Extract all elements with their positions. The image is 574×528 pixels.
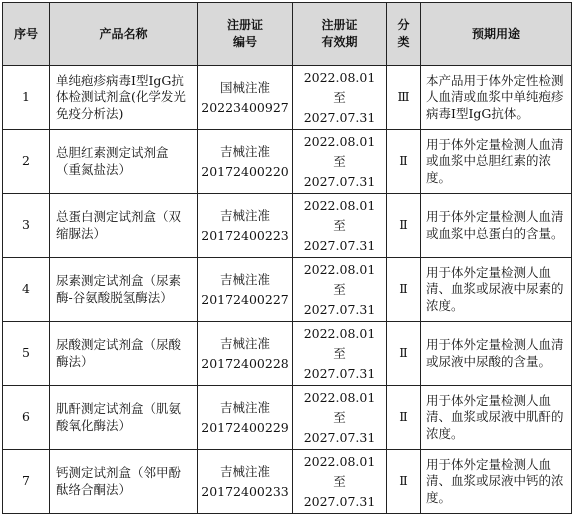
cell-product-name: 单纯疱疹病毒Ⅰ型IgG抗体检测试剂盒(化学发光免疫分析法) bbox=[50, 66, 198, 130]
cell-product-name: 尿素测定试剂盒（尿素酶-谷氨酸脱氢酶法） bbox=[50, 258, 198, 322]
valid-start: 2022.08.01 bbox=[303, 325, 376, 341]
table-row bbox=[3, 386, 572, 450]
registration-table bbox=[2, 2, 572, 514]
cell-class: Ⅲ bbox=[387, 66, 421, 130]
table-row bbox=[3, 322, 572, 386]
valid-end: 2027.07.31 bbox=[303, 173, 376, 189]
reg-code: 20172400223 bbox=[201, 227, 289, 243]
cell-product-name: 总蛋白测定试剂盒（双缩脲法） bbox=[50, 194, 198, 258]
cell-validity bbox=[293, 194, 387, 258]
header-cls-line2: 类 bbox=[397, 35, 410, 49]
valid-end: 2027.07.31 bbox=[303, 237, 376, 253]
cell-validity bbox=[293, 130, 387, 194]
header-cls bbox=[387, 3, 421, 66]
cell-validity bbox=[293, 258, 387, 322]
reg-code: 20223400927 bbox=[201, 99, 289, 115]
cell-no: 3 bbox=[3, 194, 50, 258]
reg-prefix: 吉械注准 bbox=[219, 399, 270, 415]
cell-intended-use: 用于体外定量检测人血清、血浆或尿液中钙的浓度。 bbox=[421, 450, 572, 514]
cell-reg-number bbox=[198, 386, 293, 450]
table-row bbox=[3, 130, 572, 194]
valid-to: 至 bbox=[333, 409, 346, 425]
reg-prefix: 吉械注准 bbox=[219, 143, 270, 159]
reg-code: 20172400228 bbox=[201, 355, 289, 371]
cell-class: Ⅱ bbox=[387, 194, 421, 258]
header-reg bbox=[198, 3, 293, 66]
cell-intended-use: 用于体外定量检测人血清、血浆或尿液中肌酐的浓度。 bbox=[421, 386, 572, 450]
reg-prefix: 吉械注准 bbox=[219, 207, 270, 223]
registration-table-container bbox=[2, 2, 572, 514]
cell-reg-number bbox=[198, 194, 293, 258]
header-valid bbox=[293, 3, 387, 66]
valid-to: 至 bbox=[333, 217, 346, 233]
cell-intended-use: 本产品用于体外定性检测人血清或血浆中单纯疱疹病毒Ⅰ型IgG抗体。 bbox=[421, 66, 572, 130]
table-row bbox=[3, 66, 572, 130]
valid-start: 2022.08.01 bbox=[303, 453, 376, 469]
valid-to: 至 bbox=[333, 89, 346, 105]
valid-to: 至 bbox=[333, 473, 346, 489]
cell-no: 6 bbox=[3, 386, 50, 450]
reg-prefix: 吉械注准 bbox=[219, 335, 270, 351]
cell-intended-use: 用于体外定量检测人血清或尿液中尿酸的含量。 bbox=[421, 322, 572, 386]
reg-prefix: 吉械注准 bbox=[219, 463, 270, 479]
cell-validity bbox=[293, 386, 387, 450]
valid-end: 2027.07.31 bbox=[303, 493, 376, 509]
reg-code: 20172400220 bbox=[201, 163, 289, 179]
table-row bbox=[3, 258, 572, 322]
cell-reg-number bbox=[198, 66, 293, 130]
valid-start: 2022.08.01 bbox=[303, 197, 376, 213]
cell-product-name: 钙测定试剂盒（邻甲酚酞络合酮法） bbox=[50, 450, 198, 514]
cell-no: 1 bbox=[3, 66, 50, 130]
valid-to: 至 bbox=[333, 345, 346, 361]
cell-product-name: 尿酸测定试剂盒（尿酸酶法） bbox=[50, 322, 198, 386]
cell-product-name: 总胆红素测定试剂盒（重氮盐法） bbox=[50, 130, 198, 194]
header-no: 序号 bbox=[3, 3, 50, 66]
cell-validity bbox=[293, 66, 387, 130]
valid-start: 2022.08.01 bbox=[303, 261, 376, 277]
table-row bbox=[3, 450, 572, 514]
valid-end: 2027.07.31 bbox=[303, 365, 376, 381]
reg-prefix: 吉械注准 bbox=[219, 271, 270, 287]
cell-intended-use: 用于体外定量检测人血清、血浆或尿液中尿素的浓度。 bbox=[421, 258, 572, 322]
header-reg-line1: 注册证 bbox=[226, 18, 263, 32]
cell-class: Ⅱ bbox=[387, 130, 421, 194]
cell-intended-use: 用于体外定量检测人血清或血浆中总蛋白的含量。 bbox=[421, 194, 572, 258]
valid-end: 2027.07.31 bbox=[303, 301, 376, 317]
header-reg-line2: 编号 bbox=[232, 35, 257, 49]
cell-validity bbox=[293, 322, 387, 386]
valid-start: 2022.08.01 bbox=[303, 69, 376, 85]
cell-class: Ⅱ bbox=[387, 386, 421, 450]
valid-end: 2027.07.31 bbox=[303, 109, 376, 125]
cell-reg-number bbox=[198, 130, 293, 194]
header-valid-line1: 注册证 bbox=[321, 18, 358, 32]
reg-code: 20172400229 bbox=[201, 419, 289, 435]
cell-reg-number bbox=[198, 450, 293, 514]
reg-prefix: 国械注准 bbox=[219, 79, 270, 95]
reg-code: 20172400233 bbox=[201, 483, 289, 499]
cell-intended-use: 用于体外定量检测人血清或血浆中总胆红素的浓度。 bbox=[421, 130, 572, 194]
header-name: 产品名称 bbox=[50, 3, 198, 66]
cell-no: 2 bbox=[3, 130, 50, 194]
header-cls-line1: 分 bbox=[397, 18, 410, 32]
valid-to: 至 bbox=[333, 153, 346, 169]
header-valid-line2: 有效期 bbox=[321, 35, 358, 49]
header-use: 预期用途 bbox=[421, 3, 572, 66]
reg-code: 20172400227 bbox=[201, 291, 289, 307]
cell-reg-number bbox=[198, 322, 293, 386]
cell-class: Ⅱ bbox=[387, 322, 421, 386]
cell-no: 7 bbox=[3, 450, 50, 514]
cell-no: 4 bbox=[3, 258, 50, 322]
cell-validity bbox=[293, 450, 387, 514]
valid-end: 2027.07.31 bbox=[303, 429, 376, 445]
cell-product-name: 肌酐测定试剂盒（肌氨酸氧化酶法） bbox=[50, 386, 198, 450]
valid-to: 至 bbox=[333, 281, 346, 297]
table-row bbox=[3, 194, 572, 258]
table-body bbox=[3, 66, 572, 514]
cell-reg-number bbox=[198, 258, 293, 322]
valid-start: 2022.08.01 bbox=[303, 133, 376, 149]
cell-class: Ⅱ bbox=[387, 450, 421, 514]
header-row bbox=[3, 3, 572, 66]
cell-class: Ⅱ bbox=[387, 258, 421, 322]
valid-start: 2022.08.01 bbox=[303, 389, 376, 405]
cell-no: 5 bbox=[3, 322, 50, 386]
